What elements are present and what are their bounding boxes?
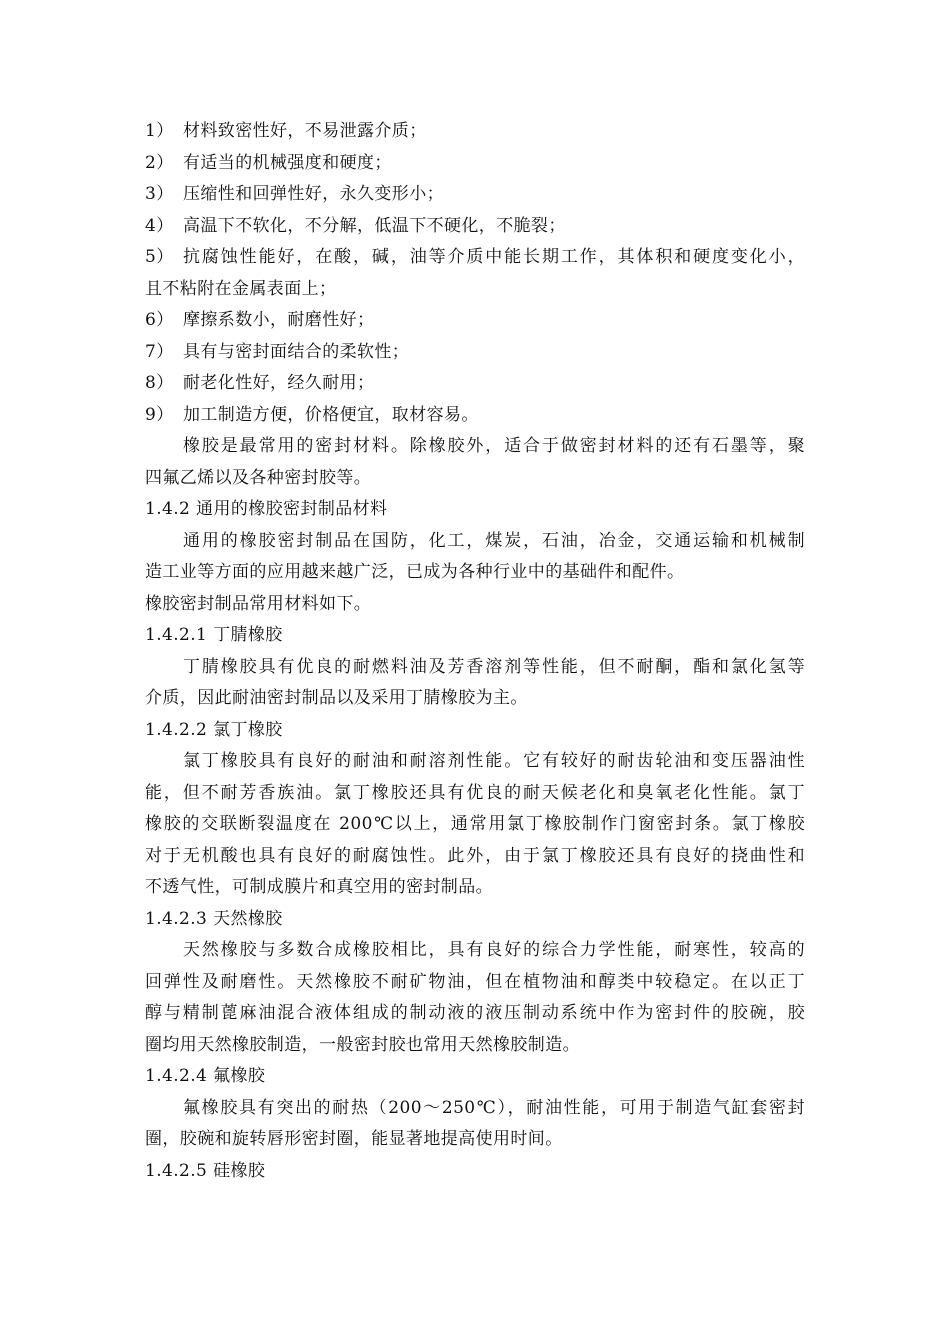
text-line: 1.4.2 通用的橡胶密封制品材料 [145,499,388,519]
text-line: 1.4.2.5 硅橡胶 [145,1160,266,1181]
text-line: 1.4.2.3 天然橡胶 [145,908,283,929]
text-line: 圈均用天然橡胶制造，一般密封胶也常用天然橡胶制造。 [145,1034,580,1055]
list-item-number: 1） [145,121,174,141]
text-line: 造工业等方面的应用越来越广泛，已成为各种行业中的基础件和配件。 [145,562,685,582]
list-item-number: 7） [145,341,174,362]
text-line: 醇与精制蓖麻油混合液体组成的制动液的液压制动系统中作为密封件的胶碗，胶 [145,1003,805,1023]
list-item-number: 3） [145,184,174,204]
list-item [145,400,805,432]
list-item-text: 具有与密封面结合的柔软性； [183,341,410,362]
text-line: 能，但不耐芳香族油。氯丁橡胶还具有优良的耐天候老化和臭氧老化性能。氯丁 [145,782,805,803]
list-item [145,242,805,274]
text-line: 橡胶的交联断裂温度在 200℃以上，通常用氯丁橡胶制作门窗密封条。氯丁橡胶 [145,814,805,834]
list-item [145,211,805,243]
list-item-number: 8） [145,373,174,393]
body-text [145,116,805,1187]
text-line: 圈，胶碗和旋转唇形密封圈，能显著地提高使用时间。 [145,1129,563,1149]
text-line: 四氟乙烯以及各种密封胶等。 [145,467,372,488]
text-line: 不透气性，可制成膜片和真空用的密封制品。 [145,877,493,897]
list-item-text: 有适当的机械强度和硬度； [183,152,392,173]
text-line: 且不粘附在金属表面上； [145,278,337,299]
text-line: 1.4.2.1 丁腈橡胶 [145,625,283,645]
list-item [145,337,805,369]
list-item-number: 5） [145,247,174,267]
list-item [145,179,805,211]
paragraph-first-line: 氟橡胶具有突出的耐热（200～250℃），耐油性能，可用于制造气缸套密封 [183,1097,805,1118]
list-item [145,148,805,180]
list-item [145,368,805,400]
paragraph-first-line: 丁腈橡胶具有优良的耐燃料油及芳香溶剂等性能，但不耐酮，酯和氯化氢等 [183,656,805,677]
text-line: 介质，因此耐油密封制品以及采用丁腈橡胶为主。 [145,688,528,708]
paragraph-first-line: 通用的橡胶密封制品在国防，化工，煤炭，石油，冶金，交通运输和机械制 [183,530,805,551]
text-line: 橡胶密封制品常用材料如下。 [145,593,372,614]
list-item-text: 耐老化性好，经久耐用； [183,373,375,393]
list-item [145,116,805,148]
text-line: 1.4.2.2 氯丁橡胶 [145,719,283,740]
list-item-text: 压缩性和回弹性好，永久变形小； [183,184,444,204]
text-line: 回弹性及耐磨性。天然橡胶不耐矿物油，但在植物油和醇类中较稳定。在以正丁 [145,971,805,992]
text-line: 1.4.2.4 氟橡胶 [145,1066,266,1086]
list-item-number: 6） [145,310,174,330]
list-item-text: 抗腐蚀性能好，在酸，碱，油等介质中能长期工作，其体积和硬度变化小， [183,247,805,267]
text-line: 对于无机酸也具有良好的耐腐蚀性。此外，由于氯丁橡胶还具有良好的挠曲性和 [145,845,805,866]
paragraph-first-line: 天然橡胶与多数合成橡胶相比，具有良好的综合力学性能，耐寒性，较高的 [183,940,805,960]
list-item-text: 高温下不软化，不分解，低温下不硬化，不脆裂； [183,215,566,236]
list-item-number: 2） [145,152,174,173]
list-item-text: 加工制造方便，价格便宜，取材容易。 [183,404,479,425]
list-item-number: 9） [145,404,174,425]
list-item-text: 摩擦系数小，耐磨性好； [183,310,375,330]
list-item-number: 4） [145,215,174,236]
list-item [145,305,805,337]
paragraph-first-line: 橡胶是最常用的密封材料。除橡胶外，适合于做密封材料的还有石墨等，聚 [183,436,805,456]
list-item-text: 材料致密性好，不易泄露介质； [183,121,427,141]
paragraph-first-line: 氯丁橡胶具有良好的耐油和耐溶剂性能。它有较好的耐齿轮油和变压器油性 [183,751,805,771]
